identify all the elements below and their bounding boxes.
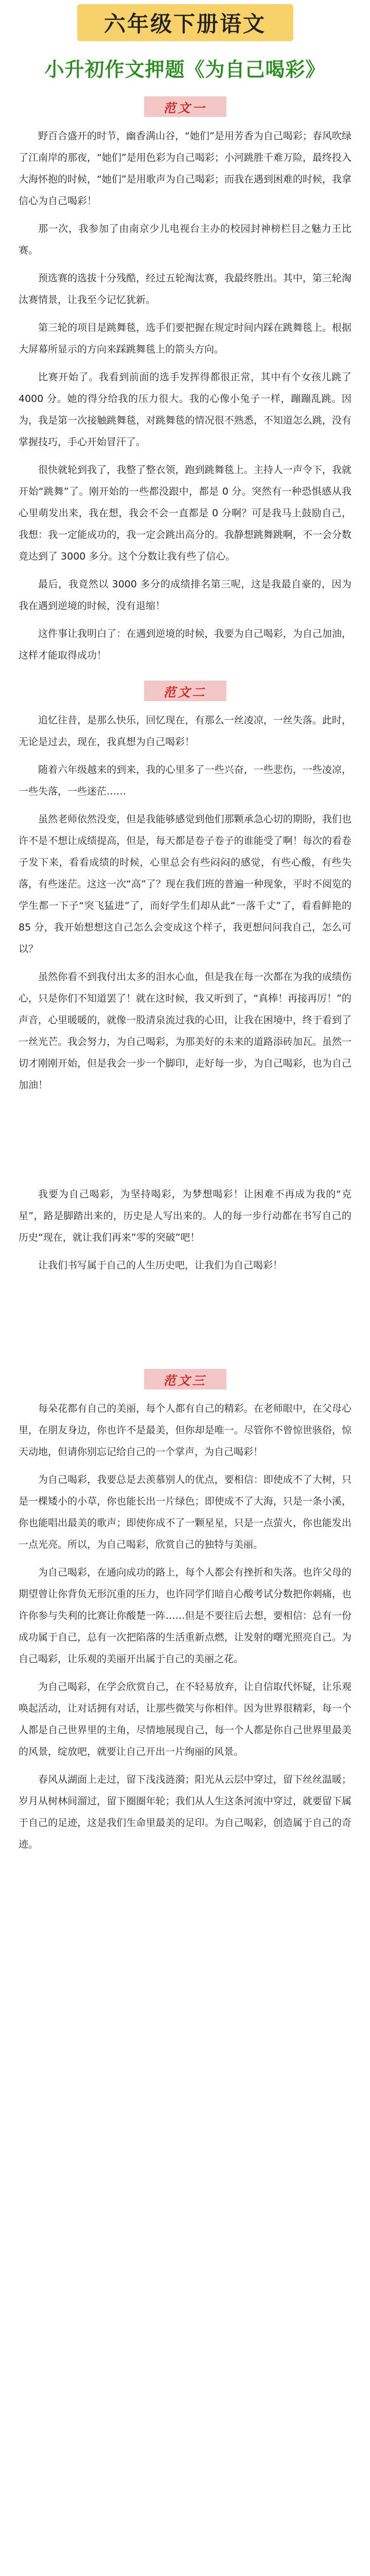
essay-1-paragraph: 最后，我竟然以 3000 多分的成绩排名第三呢，这是我最自豪的，因为我在遇到逆境的时候，没有退缩！ [19,579,351,612]
essay-2 [19,709,351,1276]
essay-2-paragraph: 虽然你看不到我付出太多的泪水心血，但是我在每一次都在为我的成绩伤心，只是你们不知道罢了！就在这时候，我又听到了，“真棒！再接再厉！”的声音，心里暖暖的，就像一股清泉流过我的心田，让我在困境中，终于看到了一丝光芒。我会努力，为自己喝彩，为那美好的未来的道路添砖加瓦。虽然一切才刚刚开始，但是我会一步一个脚印，走好每一步，为自己喝彩，也为自己加油！ [19,971,351,1091]
essay-2-paragraph: 让我们书写属于自己的人生历史吧，让我们为自己喝彩！ [38,1260,283,1271]
essay-1-paragraph: 这件事让我明白了：在遇到逆境的时候，我要为自己喝彩，为自己加油，这样才能取得成功！ [19,628,351,661]
essay-1 [19,125,351,666]
essay-3-paragraph: 每朵花都有自己的美丽，每个人都有自己的精彩。在老师眼中，在父母心里，在朋友身边，你也许不是最美，但你却是唯一。尽管你不曾惊世骇俗，惊天动地，但请你别忘记给自己的一个掌声，为自己喝彩！ [19,1403,351,1458]
section-label-essay-1: 范文一 [144,96,226,117]
page [0,4,370,2576]
page-subtitle: 小升初作文押题《为自己喝彩》 [44,58,326,81]
section-label-essay-3: 范文三 [144,1369,226,1389]
essay-1-paragraph: 野百合盛开的时节，幽香满山谷，“她们”是用芳香为自己喝彩；春风吹绿了江南岸的那夜，“她们”是用色彩为自己喝彩；小河跳胜千难万险，最终投入大海怀抱的时候，“她们”是用歌声为自己喝彩；而我在遇到困难的时候，我拿信心为自己喝彩！ [19,130,351,207]
essay-2-paragraph: 虽然老师依然没变，但是我能够感觉到他们那颗承急心切的期盼，我们也许不是不想让成绩提高，但是，每天都是卷子卷子的谁能受了啊！每次的看卷子发下来，看看成绩的时候，心里总会有些闷闷的感觉，有些心酸，有些失落，有些迷茫。这这一次“高”了？现在我们班的普遍一种现象，平时不阅览的学生都一下子“突飞猛进”了，而好学生们却从此“一落千丈”了，看看鲜艳的 85 分，我开始想想这自己怎么会变成这个样子，我更想问问我自己，怎么可以？ [19,814,351,955]
essay-3-paragraph: 为自己喝彩，在通向成功的路上，每个人都会有挫折和失落。也许父母的期望曾让你背负无形沉重的压力，也许同学们暗自心酸考试分数把你刺痛，也许你参与失利的比赛让你酸楚一阵……但是不要往后去想，要相信：总有一份成功属于自己，总有一次把陷落的生活重新点燃，让发射的曙光照亮自己。为自己喝彩，让乐观的美丽开出属于自己的美丽之花。 [19,1567,351,1665]
essay-3-paragraph: 春风从湖面上走过，留下浅浅涟漪；阳光从云层中穿过，留下丝丝温暖；岁月从树林间溜过，留下圈圈年轮；我们从人生这条河流中穿过，就要留下属于自己的足迹，这是我们生命里最美的足印。为自己喝彩，创造属于自己的奇迹。 [19,1774,351,1850]
essay-3-paragraph: 为自己喝彩，在学会欣赏自己，在不轻易放弃，让自信取代怀疑，让乐观唤起活动，让对话拥有对话，让那些微笑与你相伴。因为世界很精彩，每一个人都是自己世界里的主角，尽情地展现自己，每一个人都是你自己世界里最美的风景，绽放吧，就要让自己开出一片绚丽的风景。 [19,1681,351,1757]
title-banner [77,4,293,41]
section-label-essay-2: 范文二 [144,681,226,701]
essay-3 [19,1398,351,1855]
essay-1-paragraph: 第三轮的项目是跳舞毯，选手们要把握在规定时间内踩在跳舞毯上。根据大屏幕所显示的方向来踩跳舞毯上的箭头方向。 [19,322,351,355]
essay-1-paragraph: 那一次，我参加了由南京少儿电视台主办的校园封神榜栏目之魅力王比赛。 [19,223,351,256]
page-title: 六年级下册语文 [103,11,266,37]
essay-1-paragraph: 很快就轮到我了，我整了整衣领，跑到跳舞毯上。主持人一声令下，我就开始“跳舞”了。刚开始的一些都没跟中，都是 0 分。突然有一种恐惧感从我心里萌发出来，我在想，我会不会一直都是 0 分啊？可是我马上鼓励自己，我想：我一定能成功的，我一定会跳出高分的。我静想跳舞跳啊，不一会分数竟达到了 3000 多分。这个分数让我有些了信心。 [19,464,351,562]
essay-3-paragraph: 为自己喝彩，我要总是去羡慕别人的优点，要相信：即使成不了大树，只是一棵矮小的小草，你也能长出一片绿色；即使成不了大海，只是一条小溪，你也能唱出最美的歌声；即使你成不了一颗星星，只是一点萤火，你也能发出一点光亮。所以，为自己喝彩，欣赏自己的独特与美丽。 [19,1474,351,1550]
essay-1-paragraph: 比赛开始了。我看到前面的选手发挥得都很正常，其中有个女孩儿跳了 4000 分。她的得分给我的压力很大。我的心像小兔子一样，蹦蹦乱跳。因为，我是第一次接触跳舞毯，对跳舞毯的情况很不熟悉，不知道怎么跳，没有掌握技巧，手心开始冒汗了。 [19,371,351,448]
essay-1-paragraph: 预选赛的选拔十分残酷，经过五轮淘汰赛，我最终胜出。其中，第三轮淘汰赛情景，让我至今记忆犹新。 [19,273,351,306]
essay-2-paragraph: 我要为自己喝彩，为坚持喝彩，为梦想喝彩！让困难不再成为我的“克星”，路是脚踏出来的，历史是人写出来的。人的每一步行动都在书写自己的历史“现在，就让我们再来”零的突破”吧！ [19,1189,351,1243]
essay-2-paragraph: 随着六年级越来的到来，我的心里多了一些兴奋，一些悲伤，一些凌凉，一些失落，一些迷茫…… [19,764,351,797]
essay-2-paragraph: 追忆往昔，是那么快乐，回忆现在，有那么一丝凌凉，一丝失落。此时，无论是过去，现在，我真想为自己喝彩！ [19,715,351,748]
